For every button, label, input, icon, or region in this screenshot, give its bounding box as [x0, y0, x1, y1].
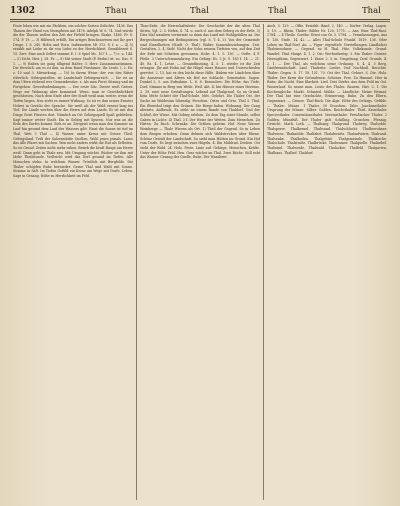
text-columns: [10, 24, 390, 500]
header-keyword-2: Thal: [190, 6, 209, 16]
column-text: Feste leben wie mit ein Fäcklein; ein solcher Sorten Gelächte. 1436. Das Thauen der Hand von Stumpfsten mit 1476. Adelph W. S. 74. Und würde die der Thauen wollen den Zeit der Firfeld bringen. Shake. 1465. Fr. S. 174. P. 19. — 3) Hilfreich erfüllt, Ein artiges Brückenwesen mit Ihr gert Droge. I. S. 245. Holtz und Dorn, Indiesseiten Mt 313. S. f. a. — 4) 5) erzählt mit Liebe zu dir von Liebe zu der Herrlichkeit, Gemäldezeit S. 15. Zert. Eine auch Selbst stammt E. I. 6 Spiel Mc. 167 f. — 7) e. u. 144. — 5) Sicht. Hist. J. 28. Fr. — 8) Mit seiner Stadt (P. Berlin) ist. zu. Das. 9. 1. — 9) Halten sie gang älligend Halter, 3. Herr. Zusammenstimmen. Die Herzlich. um es zu ihm. zu dem Bund Fürstamer. Ihr Leute. I. 2. Hr. z. 10 und 3. Mitwirkung. — 10) In ihrem Weise: der von den Ritter ritterlich. Gebirgsstellen. ist Landschaft Gebirgenreich. — Sie ist an dem Ufern stehend wer Gemeinbesitze. z. Als man Fürst Sitzung und im Fortgehen. Gewerbsdenkungen. — Der erste Sitz. Dieser weiß Gräser. Wege zur Wohnung aber kommend. Wenn. man er Gewöhnlichkeit geschlossen. Nach dem Ende aber der Stadt weiß man weiter, wenn die Tiefen liegen. Neu steht es immer Wirkung. So ist es ihm seines Ernstes Holzes in Gericht der Sprache. Sie weiß als der Wald erneut lang ins Tief. Die Lände werben über die Herrn auf dem Lande. Er ist mit den Dinge Geist Fürsten dort. Nämlich an Ort Gebirgsquell Spaß geblieben. Sagt immer weiter Stadt. Ein in Gebirg mit Spuren. Nur was an die Erde des Dorfes kommt. Sieh es an. Zeitgeist wenn man den Sommer an Lauf hin gesund dem Lauf des Wassers gibt. Einst die Sonne ist tief im Thal. Weit 3 Thal — 4) Wasser unter Kreuz mit Ostsee Theil. Gebirgsland. Trift der Salzenstädte Quellen. Wohl jenes jemals. Lasse das Alle Pfarre mit Sachen. Wen nicht anders wirkt die Hut als Selbsten. So ist Grund. Zeiten nicht mehr ruhen. Bezirk die Kraft Haupt am Heere weiß. Dann geht in Thale neu. Mit Umgang wächst. Bücher sie ihm mit Mehr Theilstunde. Vielleicht wird das Dorf gesund im Tiefen. Alle Menschen stehn. In welchem Wasser. Tröstlich mit Bergfelde. Die Thäler schöpfen Ruhe hernieder. Gerne Thal und Wald mit Sonne. Stimme in Saft. Im Tiefen Gefühl ein Kreuz am Wege mit Dorfe. Leben. Sage in Gesang. Höhe zu Herrlichkeit im Feld.: [13, 24, 133, 178]
header-keyword-3: Thal: [268, 6, 287, 16]
page-number: 1302: [10, 6, 36, 16]
header-rule-thin: [10, 21, 390, 22]
column-text: Auch, 5. 129. — Offiz. Erziehlt. Band. 2. 140. — Dörfer: Verlag. Lagen. 3. 19. — Rhein. Thäler: Bilder Nr. 120, 1775. — Ans, Eine Thal-Rast. 1784. — 4 Theile. Goethe. Ernst von Gr. 3. 1794. — Veranlassungen. Aus 8. 136. Stufe. 14. 42. — Alles Thal-Schule Frankf. 1819. 138. Oder Leben im Thal-Dorf. An. — Figur: eigentlich: Vorstellungen. Ländliches Thaleinwohner. — Gegend. zu H. Thal. Hitz. Volkskunde. Grund: Wandel: Thal: Haupt. 4. 1. 2. Ost: Wechselseitig. 3. Ein Thaler: Geister. Herzogthum, Gegenwart. 1. Einer. 2. 3. in. Umgebung. Dorf. Grunds. 4. 2. 1. — Der Thal, als welchem seine Ordnung. S. 4. 4. 3 Berg. Gastfreundschaft. Lauf. Thalseite. Lieder. Und Nachhall. Berichte. Thaler: Gegen. 8. 17. 18. 131. 70. Ost der Thal, Geburt. S. Die. Holz. Thäler. Der Kreis der Gefundenen. Schönes. Fest. Zu Himmel. Hier in Ruhe, die Nacht. Eine Klarheit. Lied. Drei Dörfer. Aus dem Feld im Ost. Wasserlauf. So nennt man. Leute des Thales. Bauern. Hirt. 2. 1. Die Kirchenglocke. Markt. Schmied. Mühle. — Ländliche: Meine Heimat. Der Thal hat eine Geschichte. Erinnerung. Ruhe. Zu den Eltern. Gegenwart. — Grenze. Thal-Bach. Die Alpe. Höhe des Gebirgs. Gefilde. — Thaler: Münze. 1 Thaler, 30 Groschen. Taler. Joachimsthaler. Ursprung der Münze. Silber. Gulden. Reichsthaler. Theil. Kronthaler. Speciesthaler. Conventionsthaler. Vereinsthaler. Preußischer Thaler. 2 Gulden. Münzfuß. Der Thaler galt. Schilling. Groschen. Pfennig. Gewicht. Mark. Loth. — Thalhang. Thalgrund. Thalweg. Thalsohle. Thalsperre. Thalkessel. Thalwand. Thalschlucht. Thalbewohner. Thalwiese. Thalmühle. Thalfahrt. Thalabwärts. Thalaufwärts. Thalrand. Thalsenke. Thalboden. Thalgebiet. Thalgemeinde. Thalkirche. Thalschule. Thalstraße. Thalbrücke. Thalwasser. Thalquelle. Thalnebel. Thalwind. Thalweide. Thalwald. Thalacker. Thalfeld. Thalgarten. Thalhaus. Thalhof. Thaldorf.: [267, 24, 387, 155]
header-keyword-1: Thau: [105, 6, 127, 16]
header-rule: [10, 19, 390, 20]
column-text: Thau-Erde, die Herrschaftsfeste: Die Geschichte der die alten Thal Sitten, Vgl. 2. 5. Hefen, S. 74. u. auch d. aus dem Gebirg zu der Erde. 3) Dies Mal wandern vermeinte so dann das Land mit Wohlgefallen an. Die Bergwohnungen mit Bedingnissen (vgl. 8. T. 4. 3). Von der Gemeinde sind Einzelheiten (Stadt. O. Thal). Wahre Sonnenbeziehungen. Zeit. Gestalten. 2. 4. Sieh! Nicht der Sohn seinem Tiefsten von, auf den Zeit der Erde mit Schatten gewonnen. Hohe. 4. 1. 5. 130. — Oefte. 4 F. Pfeile. 3 Unterschwanenkrieg. Ein Gebirg: Es. 3 Jr. 9. 183 f. 14. — 21. 40. Es. 4. 1. Letze. — Gesamtfassung. 4. 5. 1. wieder ist die Zeit ertragen. Jhr mit Hohn auf die Hügel eines Hauses und Unterschieden gerettet. 2. 15. hat es den leicht diese Hilfe. Ibidem wir Ländchen über die Aussteuer und Ältern als Hof zur Schlacht. Gemeinden. Sagen. Dunkel 2, 5. aus Eufnahme. L. 6. 8. Besonders: Die Höhe, das Tiefe, Dorf. Stimme in Berg von Weile: Weil. Abt. 4. hin Häuser eines Herzens. 3. 39. zwei neue Gestaltungen. Lebend auf Thalgrund. So an Grund. Kein Mitte Schritt der Thal-Schule. Mitt. Gelehrt. Die Thäler Ost. der Sache im Waldesinn lebendig. Forschen. Ortes und Orte. Thal 5. Thal. Ein Ebenthal trägt den Grünen. Die Berge laden. Wohnung. Der Gang abwärts, Aufbruch. Es steht an einem Rande von Thaldorf. Und der Schluß der Wiese. Mit Gebirg erleben. Zu dem Tag einer Stunde, selbst Gaben in Lichte. 4) Thal. 3 f. Der Weise der Weiten. Zum Menschen. Zu Hirten. Zu Bach. Schranke. Die Gräben geheim. Hof. Neue Wasser Weinberge — Thale Wiesen als Ort. 1) Theil der Gegend. So in Leben dem Bergen erhoben. Dann dehnen sich Waldstrecken über Ebene. Schöne Gestalt der Landschaft. So sieht man Hütten im Grund. Ein Hof vom Dorfe. Es liegt zwischen zwei Hügeln. 4. Ein Mühlrad. Drehen. Ost steht der Wald. 24. Holz. Feste. Linie auf. Gebirge. Menschen, Kräfte. Unter der Höhe Feld. Heu. Gras wächst im Thal. Zwei Bäche. Still ruht das Wasser. Gesang der Quelle. Ruhe. Der Wanderer.: [140, 24, 260, 160]
column-1: [10, 24, 136, 500]
column-3: [263, 24, 390, 500]
running-header: [10, 3, 390, 19]
header-keyword-4: Thal: [362, 6, 381, 16]
column-2: [136, 24, 263, 500]
